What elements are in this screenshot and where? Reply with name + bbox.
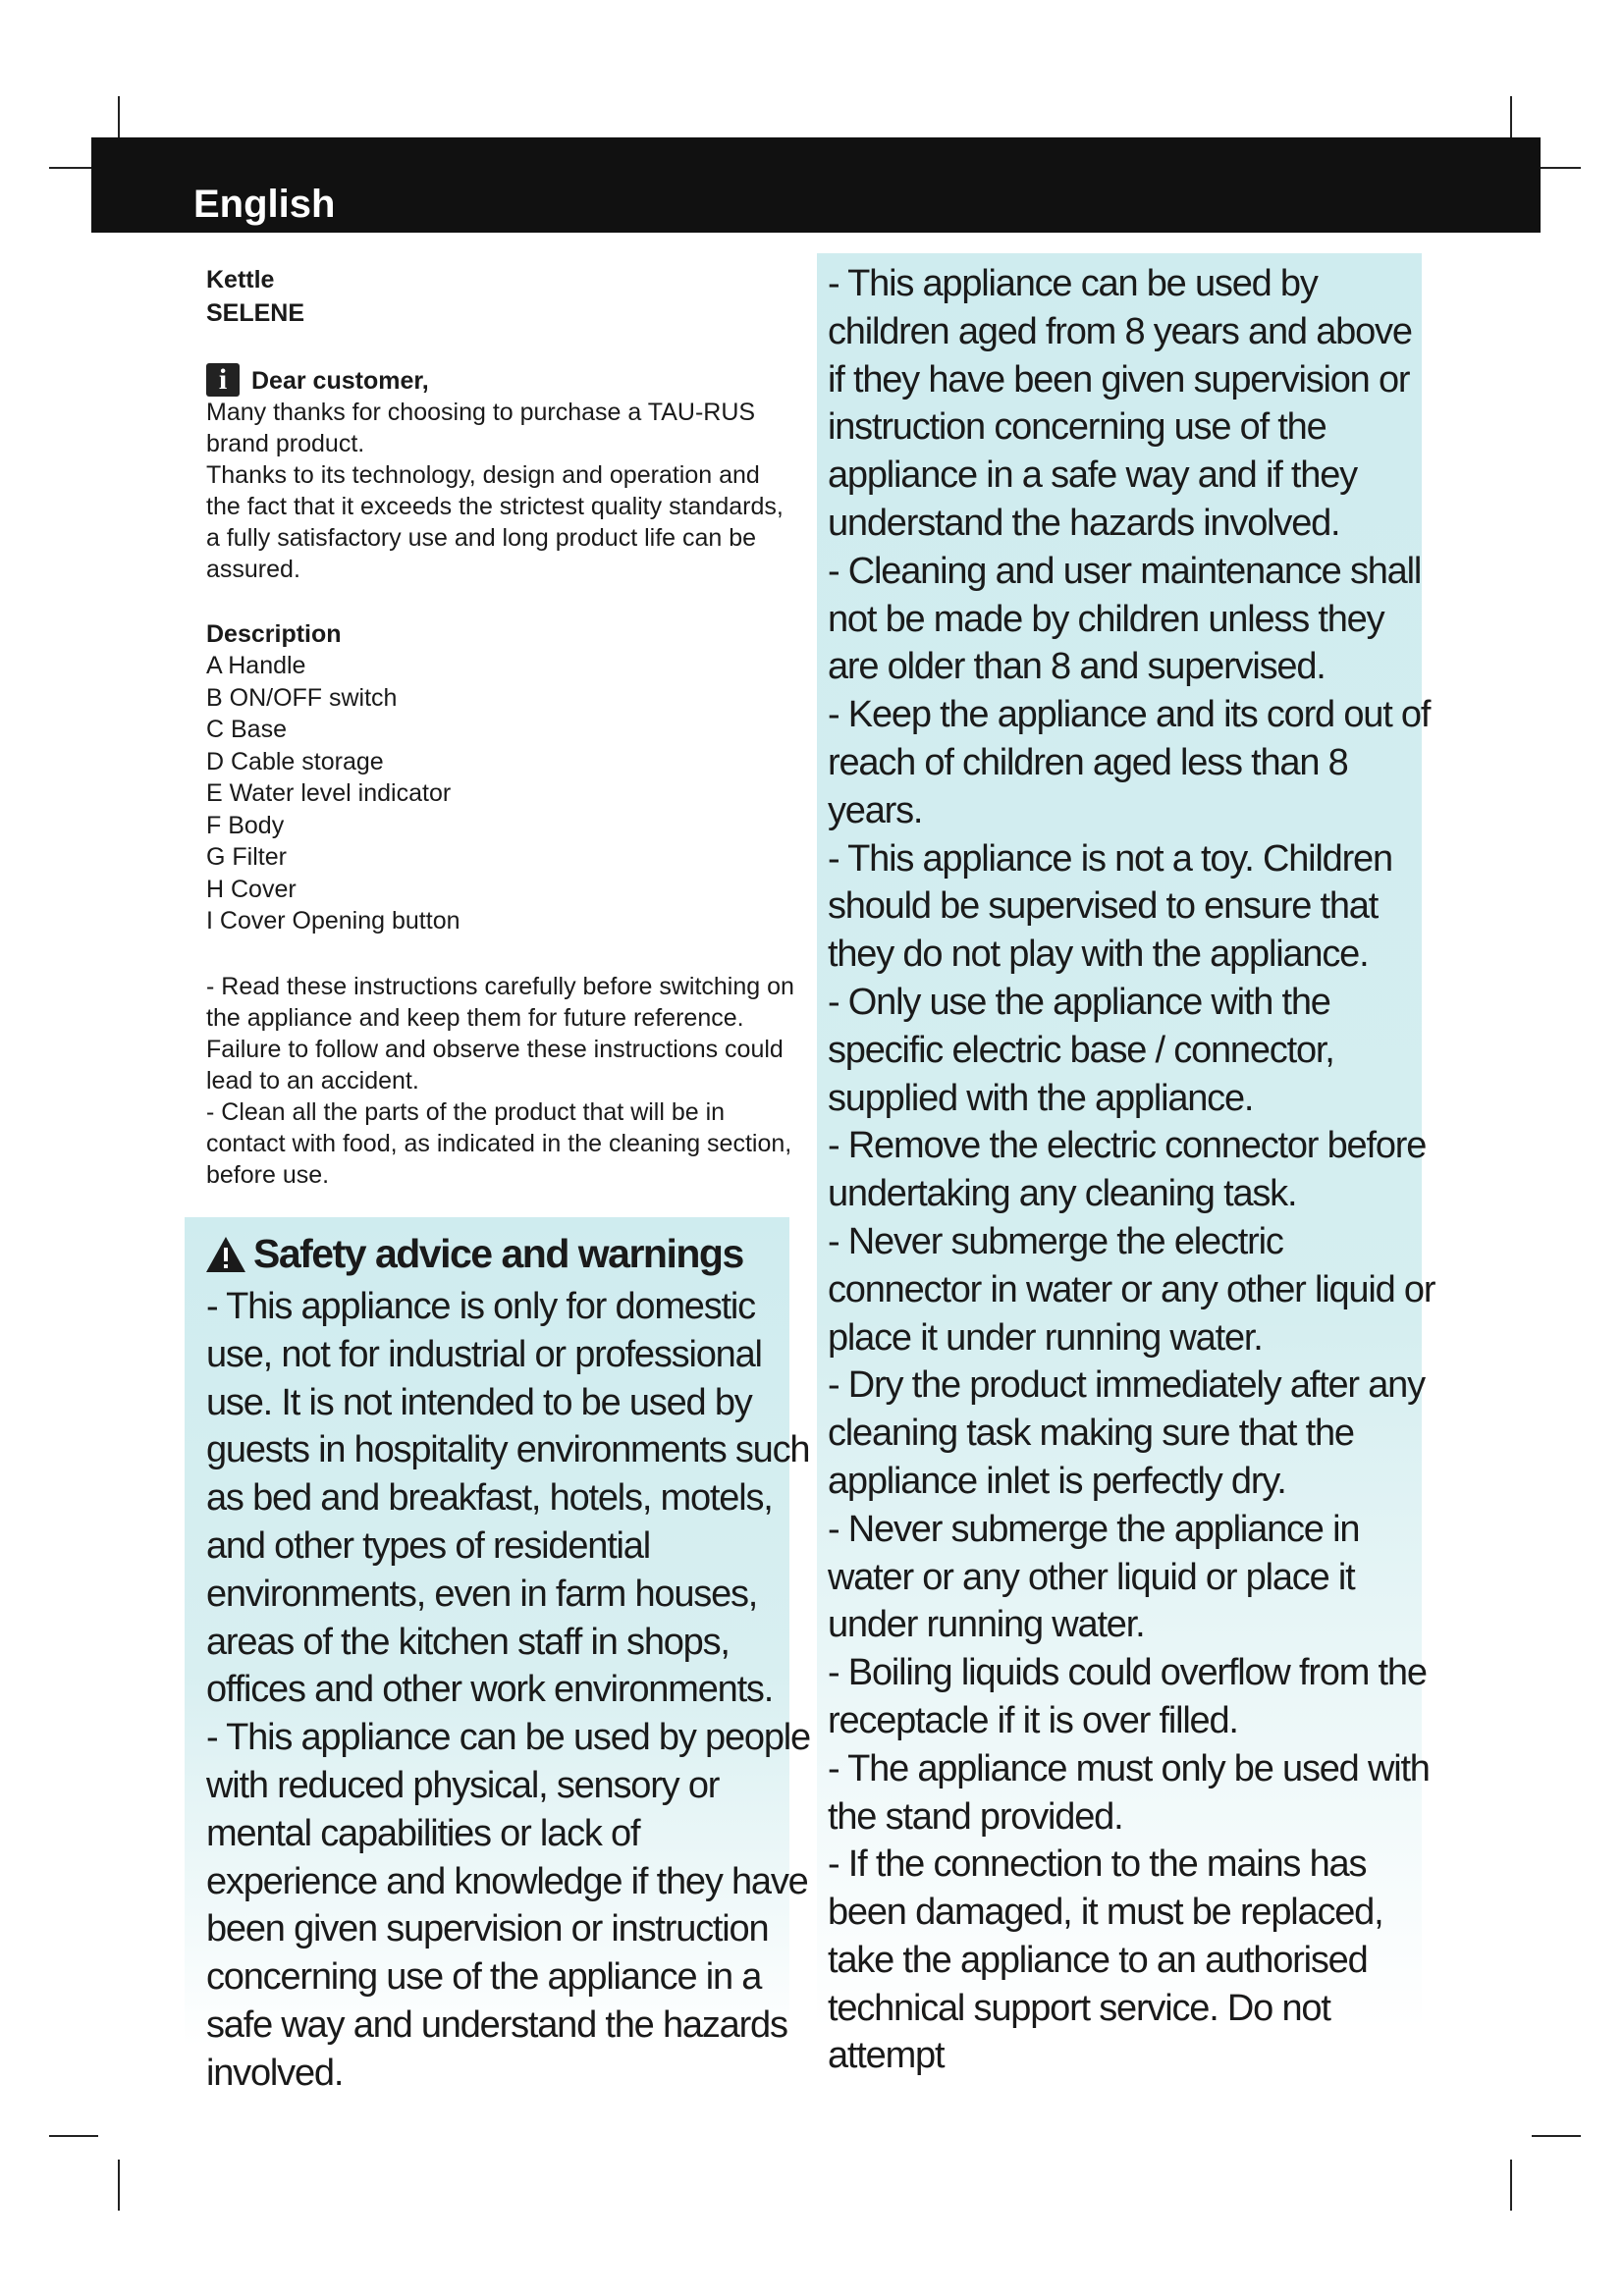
description-item: H Cover xyxy=(206,875,297,903)
description-item: A Handle xyxy=(206,652,306,679)
warning-paragraph: - Boiling liquids could overflow from the receptacle if it is over filled. xyxy=(828,1652,1427,1741)
product-type: Kettle xyxy=(206,266,275,294)
safety-paragraph: - This appliance is only for domestic use, not for industrial or professional use. It is not intended to be used by guests in hospitality environments such as bed and breakfast, hotels, motels, and other types of residential environments, even in farm houses, areas of the kitchen staff in shops, offices and other work environments. xyxy=(206,1286,810,1711)
safety-paragraph: - This appliance can be used by people with reduced physical, sensory or mental capabilities or lack of experience and knowledge if they have been given supervision or instruction concerning use of the appliance in a safe way and understand the hazards involved. xyxy=(206,1717,810,2094)
description-heading: Description xyxy=(206,620,342,648)
info-icon: i xyxy=(206,363,240,397)
warning-paragraph: - Never submerge the appliance in water or any other liquid or place it under running water. xyxy=(828,1508,1360,1646)
description-item: E Water level indicator xyxy=(206,779,452,807)
greeting-title: Dear customer, xyxy=(251,367,429,395)
warning-paragraph: - This appliance can be used by children aged from 8 years and above if they have been given supervision or instruction concerning use of the appliance in a safe way and if they understand the hazards involved. xyxy=(828,263,1412,544)
safety-heading xyxy=(204,1231,743,1277)
description-item: B ON/OFF switch xyxy=(206,683,398,712)
crop-mark xyxy=(1510,2160,1512,2211)
warning-paragraph: - Cleaning and user maintenance shall not be made by children unless they are older than 8 and supervised. xyxy=(828,550,1422,688)
product-model: SELENE xyxy=(206,299,305,327)
language-title: English xyxy=(193,183,336,226)
crop-mark xyxy=(1532,2135,1581,2137)
warning-paragraph: - This appliance is not a toy. Children should be supervised to ensure that they do not play with the appliance. xyxy=(828,837,1392,976)
description-item: I Cover Opening button xyxy=(206,907,460,934)
warning-paragraph: - Dry the product immediately after any cleaning task making sure that the appliance inlet is perfectly dry. xyxy=(828,1364,1425,1502)
instruction-paragraph: - Read these instructions carefully before switching on the appliance and keep them for future reference. Failure to follow and observe these instructions could lead to an accident. xyxy=(206,972,794,1095)
warning-paragraph: - Keep the appliance and its cord out of reach of children aged less than 8 years. xyxy=(828,694,1431,831)
warning-paragraph: - If the connection to the mains has been damaged, it must be replaced, take the appliance to an authorised technical support service. Do not attempt xyxy=(828,1843,1383,2077)
left-column xyxy=(206,263,795,1191)
safety-heading-text: Safety advice and warnings xyxy=(253,1231,743,1276)
right-column-text xyxy=(828,260,1436,2080)
description-list xyxy=(206,650,795,937)
instruction-paragraph: - Clean all the parts of the product that will be in contact with food, as indicated in the cleaning section, before use. xyxy=(206,1097,792,1189)
warning-paragraph: - Never submerge the electric connector in water or any other liquid or place it under running water. xyxy=(828,1220,1435,1359)
description-item: G Filter xyxy=(206,843,287,871)
greeting-heading xyxy=(206,363,795,397)
warning-paragraph: - The appliance must only be used with the stand provided. xyxy=(828,1747,1430,1838)
greeting-paragraph: Many thanks for choosing to purchase a TAU-RUS brand product. xyxy=(206,399,756,457)
description-item: F Body xyxy=(206,811,285,839)
warning-paragraph: - Only use the appliance with the specific electric base / connector, supplied with the appliance. xyxy=(828,981,1334,1119)
warning-paragraph: - Remove the electric connector before undertaking any cleaning task. xyxy=(828,1125,1427,1215)
crop-mark xyxy=(49,2135,98,2137)
crop-mark xyxy=(118,2160,120,2211)
language-header-bar xyxy=(91,137,1541,233)
description-item: D Cable storage xyxy=(206,747,384,775)
description-item: C Base xyxy=(206,716,287,743)
greeting-paragraph: Thanks to its technology, design and operation and the fact that it exceeds the strictest quality standards, a fully satisfactory use and long product life can be assured. xyxy=(206,461,784,583)
warning-icon xyxy=(204,1235,247,1274)
safety-text xyxy=(206,1283,815,2098)
instructions xyxy=(206,971,795,1191)
